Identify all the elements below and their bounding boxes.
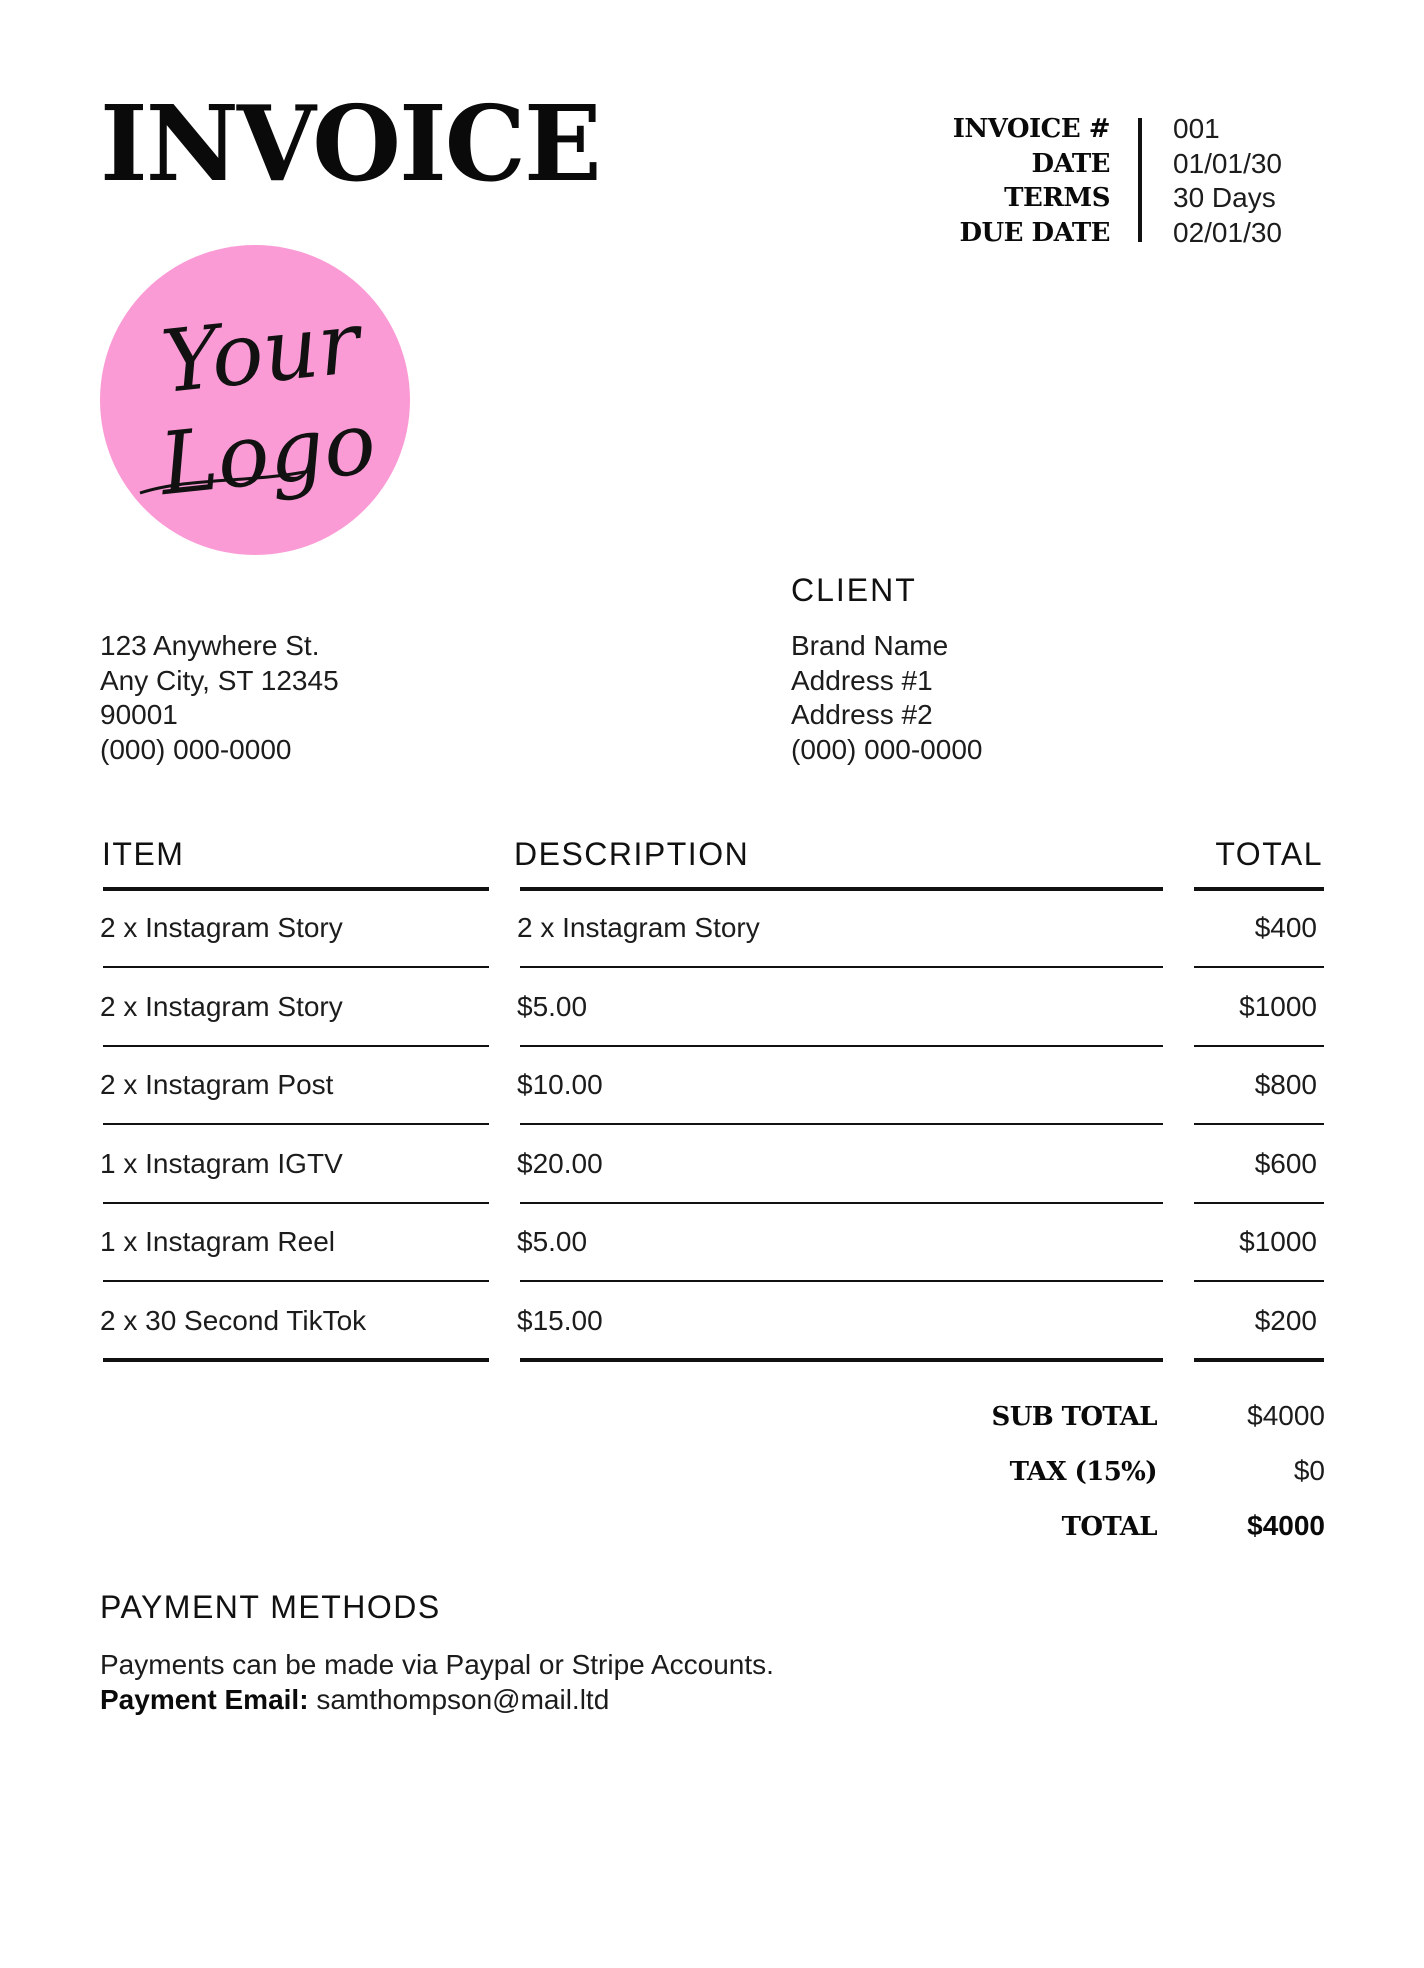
- logo-text-line1: Your: [157, 292, 365, 413]
- client-brand-name: Brand Name: [791, 630, 949, 661]
- table-bottom-rule: [1194, 1358, 1324, 1362]
- row-6-description: $15.00: [517, 1305, 603, 1336]
- client-address-2: Address #2: [791, 699, 933, 730]
- sender-city: Any City, ST 12345: [100, 664, 339, 696]
- subtotal-value: $4000: [1247, 1400, 1325, 1431]
- row-4-description: $20.00: [517, 1148, 603, 1179]
- tax-value: $0: [1293, 1455, 1325, 1486]
- invoice-number-label: INVOICE #: [952, 114, 1110, 144]
- tax-label: TAX (15%): [1009, 1457, 1157, 1487]
- row-rule: [103, 966, 489, 968]
- header-rule-total: [1194, 887, 1324, 891]
- invoice-meta-values: [1173, 112, 1282, 250]
- row-3-item: 2 x Instagram Post: [100, 1069, 334, 1100]
- sender-address: [100, 629, 339, 767]
- client-heading: CLIENT: [791, 572, 917, 608]
- row-rule: [520, 1123, 1163, 1125]
- sender-street: 123 Anywhere St.: [100, 630, 320, 661]
- row-rule: [103, 1202, 489, 1204]
- row-rule: [1194, 1123, 1324, 1125]
- row-2-item: 2 x Instagram Story: [100, 991, 343, 1022]
- sender-zip: 90001: [100, 699, 178, 730]
- payment-email-line: [100, 1683, 774, 1718]
- payment-methods-heading: PAYMENT METHODS: [100, 1589, 441, 1625]
- logo-text-line2: Logo: [155, 393, 381, 516]
- payment-details: [100, 1648, 774, 1717]
- row-rule: [1194, 1202, 1324, 1204]
- row-5-description: $5.00: [517, 1226, 588, 1257]
- header-rule-description: [520, 887, 1163, 891]
- row-rule: [1194, 1045, 1324, 1047]
- row-3-total: $800: [1254, 1069, 1317, 1100]
- row-rule: [103, 1123, 489, 1125]
- table-bottom-rule: [103, 1358, 489, 1362]
- sender-phone: (000) 000-0000: [100, 733, 292, 765]
- column-header-item: ITEM: [102, 836, 185, 872]
- logo-script-icon: [100, 245, 410, 555]
- row-rule: [520, 1045, 1163, 1047]
- row-5-total: $1000: [1239, 1226, 1317, 1257]
- row-rule: [520, 1202, 1163, 1204]
- row-rule: [1194, 966, 1324, 968]
- row-1-total: $400: [1254, 912, 1317, 943]
- row-rule: [1194, 1280, 1324, 1282]
- row-1-description: 2 x Instagram Story: [517, 912, 760, 943]
- total-value: $4000: [1247, 1510, 1325, 1541]
- subtotal-label: SUB TOTAL: [991, 1402, 1157, 1432]
- total-label: TOTAL: [1061, 1512, 1157, 1542]
- terms-value: 30 Days: [1173, 182, 1276, 213]
- client-address: [791, 629, 982, 767]
- row-3-description: $10.00: [517, 1069, 603, 1100]
- meta-divider: [1138, 118, 1142, 242]
- row-rule: [103, 1045, 489, 1047]
- row-rule: [520, 966, 1163, 968]
- table-bottom-rule: [520, 1358, 1163, 1362]
- payment-instructions: Payments can be made via Paypal or Stripe Accounts.: [100, 1649, 774, 1680]
- row-4-item: 1 x Instagram IGTV: [100, 1148, 343, 1179]
- row-rule: [103, 1280, 489, 1282]
- row-1-item: 2 x Instagram Story: [100, 912, 343, 943]
- row-5-item: 1 x Instagram Reel: [100, 1226, 335, 1257]
- payment-email-value: samthompson@mail.ltd: [316, 1683, 610, 1715]
- invoice-number-value: 001: [1173, 113, 1220, 144]
- column-header-total: TOTAL: [1215, 836, 1323, 872]
- date-label: DATE: [1031, 148, 1110, 179]
- column-header-description: DESCRIPTION: [514, 836, 750, 872]
- row-4-total: $600: [1254, 1148, 1317, 1179]
- row-2-description: $5.00: [517, 991, 588, 1022]
- client-address-1: Address #1: [791, 664, 933, 696]
- client-phone: (000) 000-0000: [791, 733, 983, 765]
- terms-label: TERMS: [1004, 183, 1110, 213]
- due-date-value: 02/01/30: [1173, 216, 1282, 248]
- row-6-total: $200: [1254, 1305, 1317, 1336]
- row-2-total: $1000: [1239, 991, 1317, 1022]
- due-date-label: DUE DATE: [959, 217, 1110, 248]
- logo: [100, 245, 410, 555]
- header-rule-item: [103, 887, 489, 891]
- row-rule: [520, 1280, 1163, 1282]
- invoice-title: INVOICE: [100, 82, 600, 205]
- date-value: 01/01/30: [1173, 147, 1282, 179]
- invoice-meta-labels: [953, 112, 1110, 250]
- payment-email-label: Payment Email:: [100, 1683, 309, 1715]
- row-6-item: 2 x 30 Second TikTok: [100, 1305, 367, 1336]
